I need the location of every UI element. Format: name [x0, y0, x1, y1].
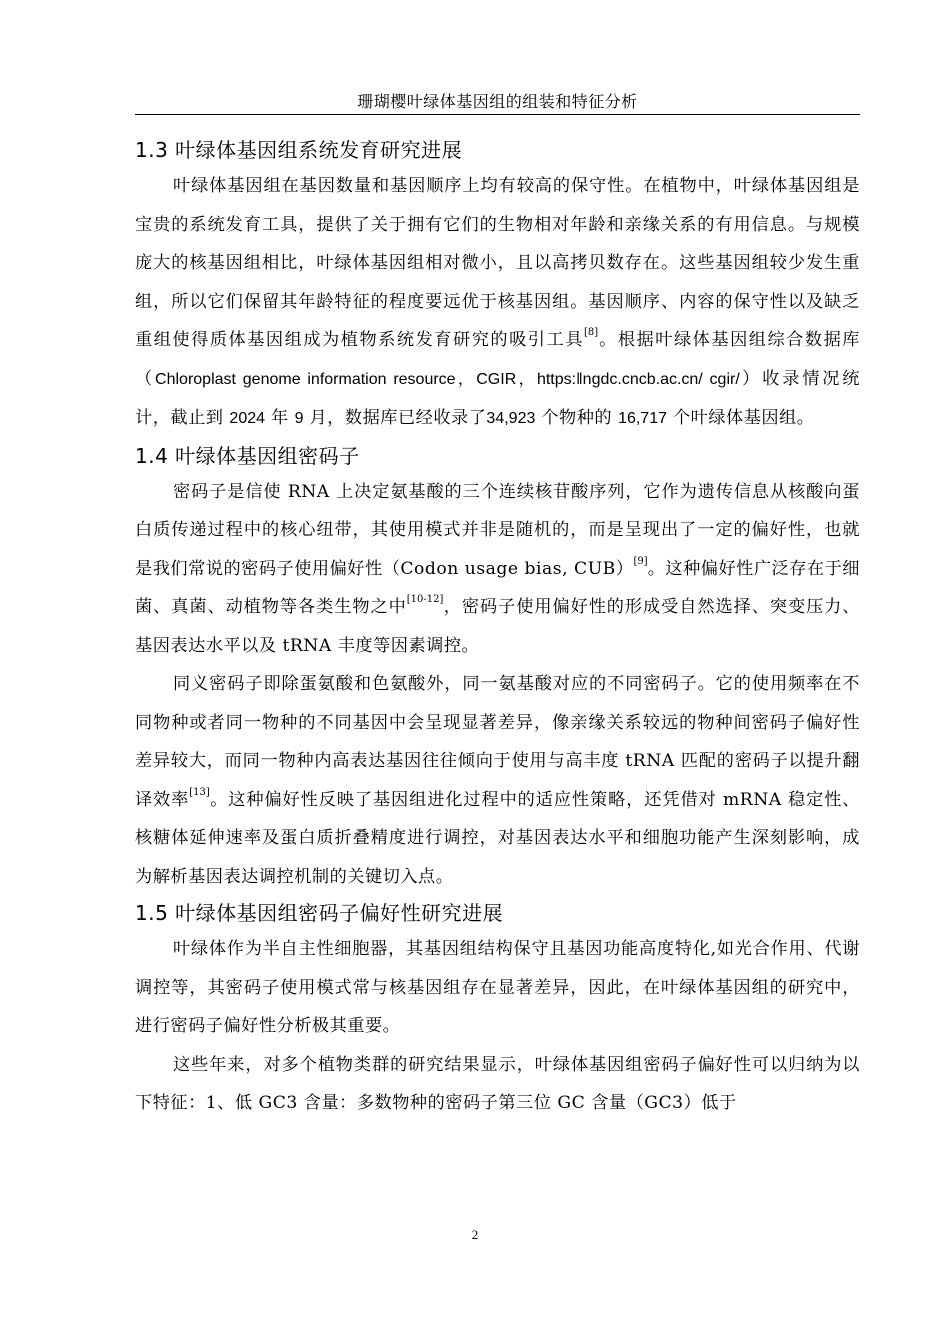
- paragraph-1-5-a: 叶绿体作为半自主性细胞器，其基因组结构保守且基因功能高度特化,如光合作用、代谢调控等，其密码子使用模式常与核基因组存在显著差异，因此，在叶绿体基因组的研究中，进行密码子偏好性分析极其重要。: [135, 939, 860, 1036]
- text-run: 密码子是信使 RNA 上决定氨基酸的三个连续核苷酸序列，它作为遗传信息从核酸向蛋白质传递过程中的核心纽带，其使用模式并非是随机的，而是呈现出了一定的偏好性，也就是我们常说的密码子使用偏好性（Codon usage bias, CUB）: [135, 481, 860, 579]
- page-number: 2: [471, 1227, 479, 1242]
- text-run: 9: [294, 410, 304, 427]
- text-run: 叶绿体基因组在基因数量和基因顺序上均有较高的保守性。在植物中，叶绿体基因组是宝贵的系统发育工具，提供了关于拥有它们的生物相对年龄和亲缘关系的有用信息。与规模庞大的核基因组相比，叶绿体基因组相对微小，且以高拷贝数存在。这些基因组较少发生重组，所以它们保留其年龄特征的程度要远优于核基因组。基因顺序、内容的保守性以及缺乏重组使得质体基因组成为植物系统发育研究的吸引工具: [135, 176, 860, 350]
- paragraph-1-4-a: [135, 473, 860, 666]
- section-heading-1-5: 1.5 叶绿体基因组密码子偏好性研究进展: [135, 901, 504, 925]
- text-run: 2024: [229, 410, 266, 427]
- text-run: 。这种偏好性广泛存在于细菌、真菌、动植物等各类生物之中: [135, 558, 860, 617]
- section-heading-1-4: 1.4 叶绿体基因组密码子: [135, 443, 360, 468]
- citation: [8]: [583, 327, 599, 338]
- running-header: 珊瑚樱叶绿体基因组的组装和特征分析: [357, 92, 638, 111]
- page-body: [135, 133, 860, 1123]
- text-run: 月，数据库已经收录了: [309, 408, 487, 428]
- text-run: 同义密码子即除蛋氨酸和色氨酸外，同一氨基酸对应的不同密码子。它的使用频率在不同物种或者同一物种的不同基因中会呈现显著差异，像亲缘关系较远的物种间密码子偏好性差异较大，而同一物种内高表达基因往往倾向于使用与高丰度 tRNA 匹配的密码子以提升翻译效率: [135, 674, 860, 810]
- citation: [10-12]: [406, 594, 444, 605]
- text-run: 16,717: [618, 410, 667, 427]
- text-run: 个叶绿体基因组。: [672, 408, 815, 428]
- text-run: ）收录情况统计，截止到: [135, 368, 860, 428]
- section-heading-1-3: 1.3 叶绿体基因组系统发育研究进展: [135, 138, 463, 162]
- paragraph-1-4-b: [135, 665, 860, 896]
- text-run: 年: [270, 408, 289, 428]
- text-run: 。根据叶绿体基因组综合数据库（: [135, 330, 860, 389]
- text-run: Chloroplast genome information resource，CGIR，https:‖ngdc.cncb.ac.cn/ cgir/: [155, 370, 740, 388]
- citation: [9]: [633, 555, 648, 567]
- text-run: 个物种的: [541, 408, 613, 428]
- paragraph-1-3: [135, 167, 860, 439]
- citation: [13]: [189, 786, 210, 798]
- text-run: ，密码子使用偏好性的形成受自然选择、突变压力、基因表达水平以及 tRNA 丰度等因素调控。: [135, 597, 860, 656]
- paragraph-1-5-b: 这些年来，对多个植物类群的研究结果显示，叶绿体基因组密码子偏好性可以归纳为以下特征：1、低 GC3 含量：多数物种的密码子第三位 GC 含量（GC3）低于: [135, 1054, 860, 1113]
- text-run: 34,923: [486, 410, 536, 427]
- header-rule: [135, 114, 860, 115]
- text-run: 。这种偏好性反映了基因组进化过程中的适应性策略，还凭借对 mRNA 稳定性、核糖体延伸速率及蛋白质折叠精度进行调控，对基因表达水平和细胞功能产生深刻影响，成为解析基因表达调控机制的关键切入点。: [135, 789, 860, 887]
